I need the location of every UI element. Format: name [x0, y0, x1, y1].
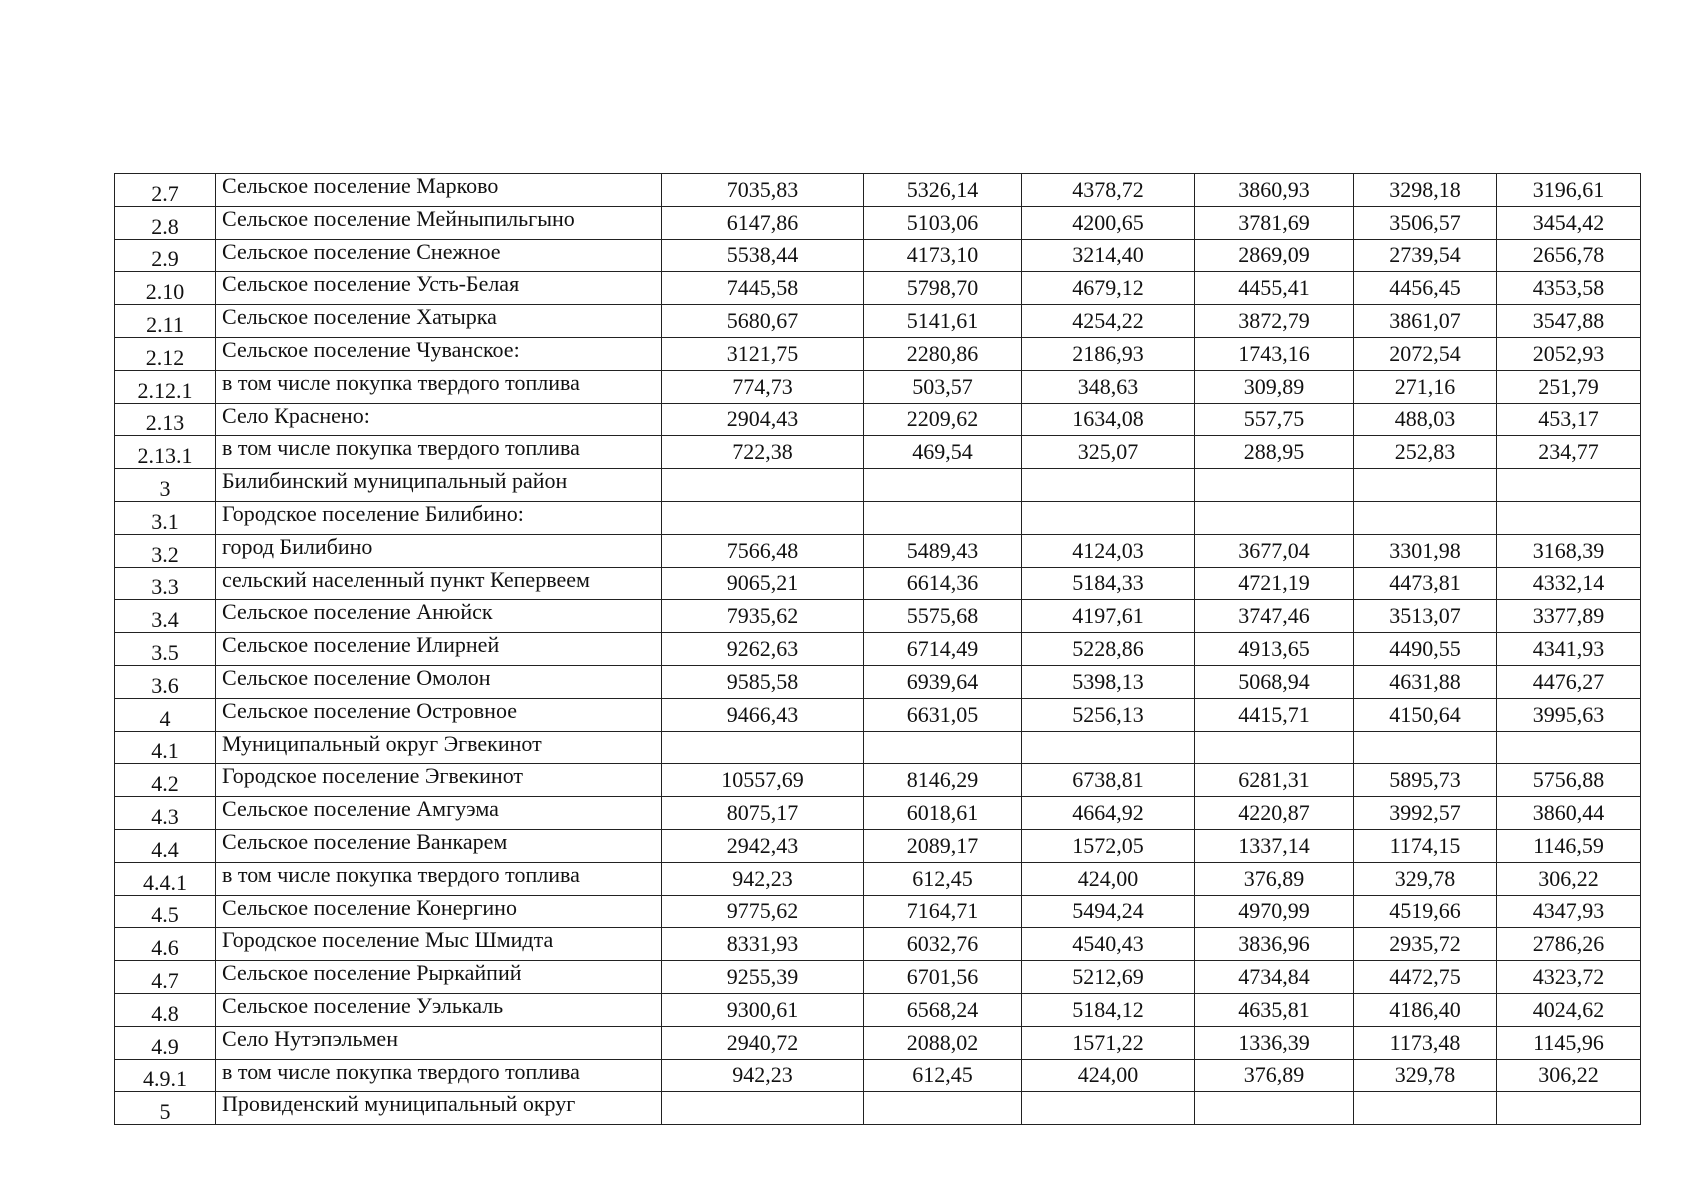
value-cell-6	[1497, 501, 1641, 534]
settlement-name-cell: Билибинский муниципальный район	[216, 469, 662, 502]
table-row	[115, 403, 1641, 436]
value-cell-5: 2072,54	[1354, 337, 1497, 370]
value-cell-3: 5184,33	[1022, 567, 1195, 600]
value-cell-6: 306,22	[1497, 862, 1641, 895]
value-cell-5: 3298,18	[1354, 174, 1497, 207]
value-cell-6: 5756,88	[1497, 764, 1641, 797]
settlement-name-cell: Сельское поселение Рыркайпий	[216, 961, 662, 994]
row-number-cell: 4.9.1	[115, 1059, 216, 1092]
row-number-cell: 5	[115, 1092, 216, 1125]
value-cell-5: 488,03	[1354, 403, 1497, 436]
value-cell-2: 6614,36	[864, 567, 1022, 600]
value-cell-4: 3872,79	[1195, 305, 1354, 338]
value-cell-6: 4353,58	[1497, 272, 1641, 305]
value-cell-6: 1145,96	[1497, 1026, 1641, 1059]
value-cell-2: 2280,86	[864, 337, 1022, 370]
value-cell-5	[1354, 731, 1497, 764]
table-row	[115, 305, 1641, 338]
value-cell-4: 4721,19	[1195, 567, 1354, 600]
value-cell-6: 234,77	[1497, 436, 1641, 469]
value-cell-3: 424,00	[1022, 862, 1195, 895]
value-cell-1: 9466,43	[662, 698, 864, 731]
value-cell-4: 309,89	[1195, 370, 1354, 403]
row-number-cell: 3.3	[115, 567, 216, 600]
table-row	[115, 272, 1641, 305]
value-cell-1: 9262,63	[662, 633, 864, 666]
row-number-cell: 2.11	[115, 305, 216, 338]
settlement-name-cell: Сельское поселение Ванкарем	[216, 829, 662, 862]
settlement-name-cell: Сельское поселение Островное	[216, 698, 662, 731]
value-cell-3: 4679,12	[1022, 272, 1195, 305]
value-cell-1: 7935,62	[662, 600, 864, 633]
value-cell-5: 4473,81	[1354, 567, 1497, 600]
value-cell-5: 1174,15	[1354, 829, 1497, 862]
value-cell-4	[1195, 469, 1354, 502]
value-cell-2: 612,45	[864, 1059, 1022, 1092]
value-cell-6	[1497, 469, 1641, 502]
settlement-name-cell: в том числе покупка твердого топлива	[216, 1059, 662, 1092]
row-number-cell: 2.13	[115, 403, 216, 436]
value-cell-1: 7035,83	[662, 174, 864, 207]
row-number-cell: 4.2	[115, 764, 216, 797]
value-cell-2: 469,54	[864, 436, 1022, 469]
value-cell-3: 5398,13	[1022, 665, 1195, 698]
value-cell-3	[1022, 501, 1195, 534]
value-cell-3: 1572,05	[1022, 829, 1195, 862]
value-cell-5: 3506,57	[1354, 206, 1497, 239]
value-cell-6: 4332,14	[1497, 567, 1641, 600]
value-cell-2: 4173,10	[864, 239, 1022, 272]
value-cell-2: 612,45	[864, 862, 1022, 895]
value-cell-5: 1173,48	[1354, 1026, 1497, 1059]
table-row	[115, 206, 1641, 239]
settlement-name-cell: город Билибино	[216, 534, 662, 567]
value-cell-5: 4519,66	[1354, 895, 1497, 928]
table-row	[115, 1026, 1641, 1059]
value-cell-2: 6701,56	[864, 961, 1022, 994]
table-row	[115, 698, 1641, 731]
value-cell-1	[662, 1092, 864, 1125]
value-cell-2: 6714,49	[864, 633, 1022, 666]
value-cell-1: 942,23	[662, 1059, 864, 1092]
value-cell-5	[1354, 1092, 1497, 1125]
value-cell-4: 4415,71	[1195, 698, 1354, 731]
value-cell-2: 5103,06	[864, 206, 1022, 239]
settlement-name-cell: Муниципальный округ Эгвекинот	[216, 731, 662, 764]
value-cell-4: 2869,09	[1195, 239, 1354, 272]
table-row	[115, 862, 1641, 895]
value-cell-5: 271,16	[1354, 370, 1497, 403]
value-cell-4: 4913,65	[1195, 633, 1354, 666]
table-row	[115, 534, 1641, 567]
value-cell-1: 5680,67	[662, 305, 864, 338]
table-row	[115, 436, 1641, 469]
value-cell-1: 3121,75	[662, 337, 864, 370]
settlement-name-cell: Сельское поселение Усть-Белая	[216, 272, 662, 305]
value-cell-1: 6147,86	[662, 206, 864, 239]
value-cell-1: 9585,58	[662, 665, 864, 698]
value-cell-5: 329,78	[1354, 1059, 1497, 1092]
value-cell-6: 4347,93	[1497, 895, 1641, 928]
document-page	[114, 173, 1641, 1125]
value-cell-2: 5489,43	[864, 534, 1022, 567]
settlement-name-cell: Сельское поселение Конергино	[216, 895, 662, 928]
row-number-cell: 2.12.1	[115, 370, 216, 403]
value-cell-1: 7566,48	[662, 534, 864, 567]
settlement-name-cell: сельский населенный пункт Кепервеем	[216, 567, 662, 600]
value-cell-1: 722,38	[662, 436, 864, 469]
value-cell-1: 9300,61	[662, 993, 864, 1026]
value-cell-2: 5798,70	[864, 272, 1022, 305]
settlement-name-cell: Провиденский муниципальный округ	[216, 1092, 662, 1125]
row-number-cell: 3	[115, 469, 216, 502]
settlement-name-cell: Сельское поселение Илирней	[216, 633, 662, 666]
tariff-table	[114, 173, 1641, 1125]
value-cell-3	[1022, 1092, 1195, 1125]
value-cell-5: 3861,07	[1354, 305, 1497, 338]
value-cell-6: 4024,62	[1497, 993, 1641, 1026]
value-cell-3: 4378,72	[1022, 174, 1195, 207]
row-number-cell: 4.3	[115, 797, 216, 830]
value-cell-6: 4476,27	[1497, 665, 1641, 698]
value-cell-6: 3860,44	[1497, 797, 1641, 830]
value-cell-2: 5326,14	[864, 174, 1022, 207]
value-cell-6: 2052,93	[1497, 337, 1641, 370]
settlement-name-cell: Городское поселение Мыс Шмидта	[216, 928, 662, 961]
value-cell-1: 9255,39	[662, 961, 864, 994]
value-cell-4: 4455,41	[1195, 272, 1354, 305]
table-row	[115, 337, 1641, 370]
value-cell-5	[1354, 469, 1497, 502]
value-cell-4: 6281,31	[1195, 764, 1354, 797]
value-cell-4	[1195, 731, 1354, 764]
value-cell-5: 252,83	[1354, 436, 1497, 469]
settlement-name-cell: Городское поселение Билибино:	[216, 501, 662, 534]
settlement-name-cell: Сельское поселение Уэлькаль	[216, 993, 662, 1026]
value-cell-4: 3860,93	[1195, 174, 1354, 207]
value-cell-4: 1337,14	[1195, 829, 1354, 862]
value-cell-2: 8146,29	[864, 764, 1022, 797]
value-cell-3: 5256,13	[1022, 698, 1195, 731]
value-cell-1: 9775,62	[662, 895, 864, 928]
row-number-cell: 3.4	[115, 600, 216, 633]
settlement-name-cell: в том числе покупка твердого топлива	[216, 436, 662, 469]
settlement-name-cell: Сельское поселение Анюйск	[216, 600, 662, 633]
value-cell-1: 10557,69	[662, 764, 864, 797]
table-row	[115, 1059, 1641, 1092]
value-cell-4: 3747,46	[1195, 600, 1354, 633]
value-cell-6: 3547,88	[1497, 305, 1641, 338]
value-cell-2	[864, 501, 1022, 534]
value-cell-4: 3781,69	[1195, 206, 1354, 239]
value-cell-3: 3214,40	[1022, 239, 1195, 272]
settlement-name-cell: Городское поселение Эгвекинот	[216, 764, 662, 797]
value-cell-2: 503,57	[864, 370, 1022, 403]
settlement-name-cell: Сельское поселение Омолон	[216, 665, 662, 698]
value-cell-1: 2904,43	[662, 403, 864, 436]
value-cell-6	[1497, 731, 1641, 764]
value-cell-5: 4456,45	[1354, 272, 1497, 305]
settlement-name-cell: Село Нутэпэльмен	[216, 1026, 662, 1059]
value-cell-3: 2186,93	[1022, 337, 1195, 370]
value-cell-3: 4200,65	[1022, 206, 1195, 239]
table-body	[115, 174, 1641, 1125]
value-cell-4: 288,95	[1195, 436, 1354, 469]
table-row	[115, 665, 1641, 698]
value-cell-1: 8075,17	[662, 797, 864, 830]
value-cell-4	[1195, 1092, 1354, 1125]
row-number-cell: 3.6	[115, 665, 216, 698]
table-row	[115, 961, 1641, 994]
table-row	[115, 600, 1641, 633]
settlement-name-cell: Сельское поселение Чуванское:	[216, 337, 662, 370]
value-cell-4	[1195, 501, 1354, 534]
row-number-cell: 4.9	[115, 1026, 216, 1059]
row-number-cell: 4	[115, 698, 216, 731]
value-cell-5: 5895,73	[1354, 764, 1497, 797]
value-cell-6: 3454,42	[1497, 206, 1641, 239]
value-cell-6	[1497, 1092, 1641, 1125]
value-cell-3: 5494,24	[1022, 895, 1195, 928]
value-cell-6: 4341,93	[1497, 633, 1641, 666]
value-cell-2: 6631,05	[864, 698, 1022, 731]
value-cell-5: 4490,55	[1354, 633, 1497, 666]
row-number-cell: 3.1	[115, 501, 216, 534]
table-row	[115, 829, 1641, 862]
value-cell-4: 557,75	[1195, 403, 1354, 436]
table-row	[115, 239, 1641, 272]
settlement-name-cell: Сельское поселение Амгуэма	[216, 797, 662, 830]
value-cell-3: 348,63	[1022, 370, 1195, 403]
value-cell-2: 2209,62	[864, 403, 1022, 436]
row-number-cell: 4.6	[115, 928, 216, 961]
value-cell-1	[662, 501, 864, 534]
value-cell-2: 2089,17	[864, 829, 1022, 862]
table-row	[115, 633, 1641, 666]
value-cell-1: 774,73	[662, 370, 864, 403]
table-row	[115, 797, 1641, 830]
value-cell-5: 4631,88	[1354, 665, 1497, 698]
value-cell-5	[1354, 501, 1497, 534]
value-cell-2: 7164,71	[864, 895, 1022, 928]
row-number-cell: 3.2	[115, 534, 216, 567]
value-cell-4: 376,89	[1195, 862, 1354, 895]
table-row	[115, 370, 1641, 403]
value-cell-1: 7445,58	[662, 272, 864, 305]
table-row	[115, 764, 1641, 797]
table-row	[115, 731, 1641, 764]
value-cell-3: 6738,81	[1022, 764, 1195, 797]
row-number-cell: 4.7	[115, 961, 216, 994]
value-cell-4: 3836,96	[1195, 928, 1354, 961]
value-cell-3: 5212,69	[1022, 961, 1195, 994]
value-cell-3: 4664,92	[1022, 797, 1195, 830]
value-cell-2	[864, 469, 1022, 502]
value-cell-5: 4150,64	[1354, 698, 1497, 731]
value-cell-4: 3677,04	[1195, 534, 1354, 567]
row-number-cell: 2.8	[115, 206, 216, 239]
settlement-name-cell: в том числе покупка твердого топлива	[216, 862, 662, 895]
value-cell-5: 4472,75	[1354, 961, 1497, 994]
value-cell-6: 4323,72	[1497, 961, 1641, 994]
row-number-cell: 2.10	[115, 272, 216, 305]
table-row	[115, 469, 1641, 502]
value-cell-6: 3377,89	[1497, 600, 1641, 633]
table-row	[115, 501, 1641, 534]
value-cell-3: 4197,61	[1022, 600, 1195, 633]
row-number-cell: 4.5	[115, 895, 216, 928]
row-number-cell: 2.7	[115, 174, 216, 207]
value-cell-3: 1571,22	[1022, 1026, 1195, 1059]
value-cell-3: 325,07	[1022, 436, 1195, 469]
value-cell-4: 5068,94	[1195, 665, 1354, 698]
settlement-name-cell: Сельское поселение Снежное	[216, 239, 662, 272]
value-cell-6: 453,17	[1497, 403, 1641, 436]
row-number-cell: 2.13.1	[115, 436, 216, 469]
value-cell-3	[1022, 731, 1195, 764]
value-cell-6: 3995,63	[1497, 698, 1641, 731]
value-cell-1: 942,23	[662, 862, 864, 895]
value-cell-2: 5141,61	[864, 305, 1022, 338]
value-cell-6: 2656,78	[1497, 239, 1641, 272]
value-cell-3: 4254,22	[1022, 305, 1195, 338]
row-number-cell: 2.12	[115, 337, 216, 370]
settlement-name-cell: в том числе покупка твердого топлива	[216, 370, 662, 403]
row-number-cell: 4.4.1	[115, 862, 216, 895]
value-cell-6: 251,79	[1497, 370, 1641, 403]
settlement-name-cell: Сельское поселение Хатырка	[216, 305, 662, 338]
value-cell-6: 1146,59	[1497, 829, 1641, 862]
value-cell-1: 5538,44	[662, 239, 864, 272]
value-cell-4: 4970,99	[1195, 895, 1354, 928]
value-cell-5: 3513,07	[1354, 600, 1497, 633]
value-cell-2	[864, 1092, 1022, 1125]
value-cell-5: 3992,57	[1354, 797, 1497, 830]
value-cell-6: 306,22	[1497, 1059, 1641, 1092]
value-cell-5: 3301,98	[1354, 534, 1497, 567]
value-cell-4: 4220,87	[1195, 797, 1354, 830]
row-number-cell: 2.9	[115, 239, 216, 272]
value-cell-1	[662, 469, 864, 502]
value-cell-2: 6032,76	[864, 928, 1022, 961]
value-cell-4: 1743,16	[1195, 337, 1354, 370]
row-number-cell: 4.8	[115, 993, 216, 1026]
value-cell-1: 9065,21	[662, 567, 864, 600]
value-cell-3: 5228,86	[1022, 633, 1195, 666]
value-cell-2: 6568,24	[864, 993, 1022, 1026]
value-cell-2: 6939,64	[864, 665, 1022, 698]
value-cell-2: 5575,68	[864, 600, 1022, 633]
value-cell-1: 2942,43	[662, 829, 864, 862]
value-cell-5: 4186,40	[1354, 993, 1497, 1026]
row-number-cell: 4.1	[115, 731, 216, 764]
settlement-name-cell: Сельское поселение Марково	[216, 174, 662, 207]
table-row	[115, 1092, 1641, 1125]
value-cell-3: 1634,08	[1022, 403, 1195, 436]
value-cell-2: 6018,61	[864, 797, 1022, 830]
value-cell-5: 329,78	[1354, 862, 1497, 895]
row-number-cell: 4.4	[115, 829, 216, 862]
table-row	[115, 567, 1641, 600]
table-row	[115, 993, 1641, 1026]
table-row	[115, 895, 1641, 928]
settlement-name-cell: Село Краснено:	[216, 403, 662, 436]
value-cell-4: 1336,39	[1195, 1026, 1354, 1059]
table-row	[115, 174, 1641, 207]
value-cell-3: 4124,03	[1022, 534, 1195, 567]
value-cell-2: 2088,02	[864, 1026, 1022, 1059]
value-cell-3	[1022, 469, 1195, 502]
value-cell-1	[662, 731, 864, 764]
value-cell-6: 2786,26	[1497, 928, 1641, 961]
value-cell-3: 4540,43	[1022, 928, 1195, 961]
value-cell-3: 5184,12	[1022, 993, 1195, 1026]
row-number-cell: 3.5	[115, 633, 216, 666]
table-row	[115, 928, 1641, 961]
value-cell-4: 376,89	[1195, 1059, 1354, 1092]
value-cell-5: 2739,54	[1354, 239, 1497, 272]
value-cell-6: 3196,61	[1497, 174, 1641, 207]
value-cell-6: 3168,39	[1497, 534, 1641, 567]
settlement-name-cell: Сельское поселение Мейныпильгыно	[216, 206, 662, 239]
value-cell-1: 8331,93	[662, 928, 864, 961]
value-cell-5: 2935,72	[1354, 928, 1497, 961]
value-cell-4: 4635,81	[1195, 993, 1354, 1026]
value-cell-1: 2940,72	[662, 1026, 864, 1059]
value-cell-2	[864, 731, 1022, 764]
value-cell-3: 424,00	[1022, 1059, 1195, 1092]
value-cell-4: 4734,84	[1195, 961, 1354, 994]
